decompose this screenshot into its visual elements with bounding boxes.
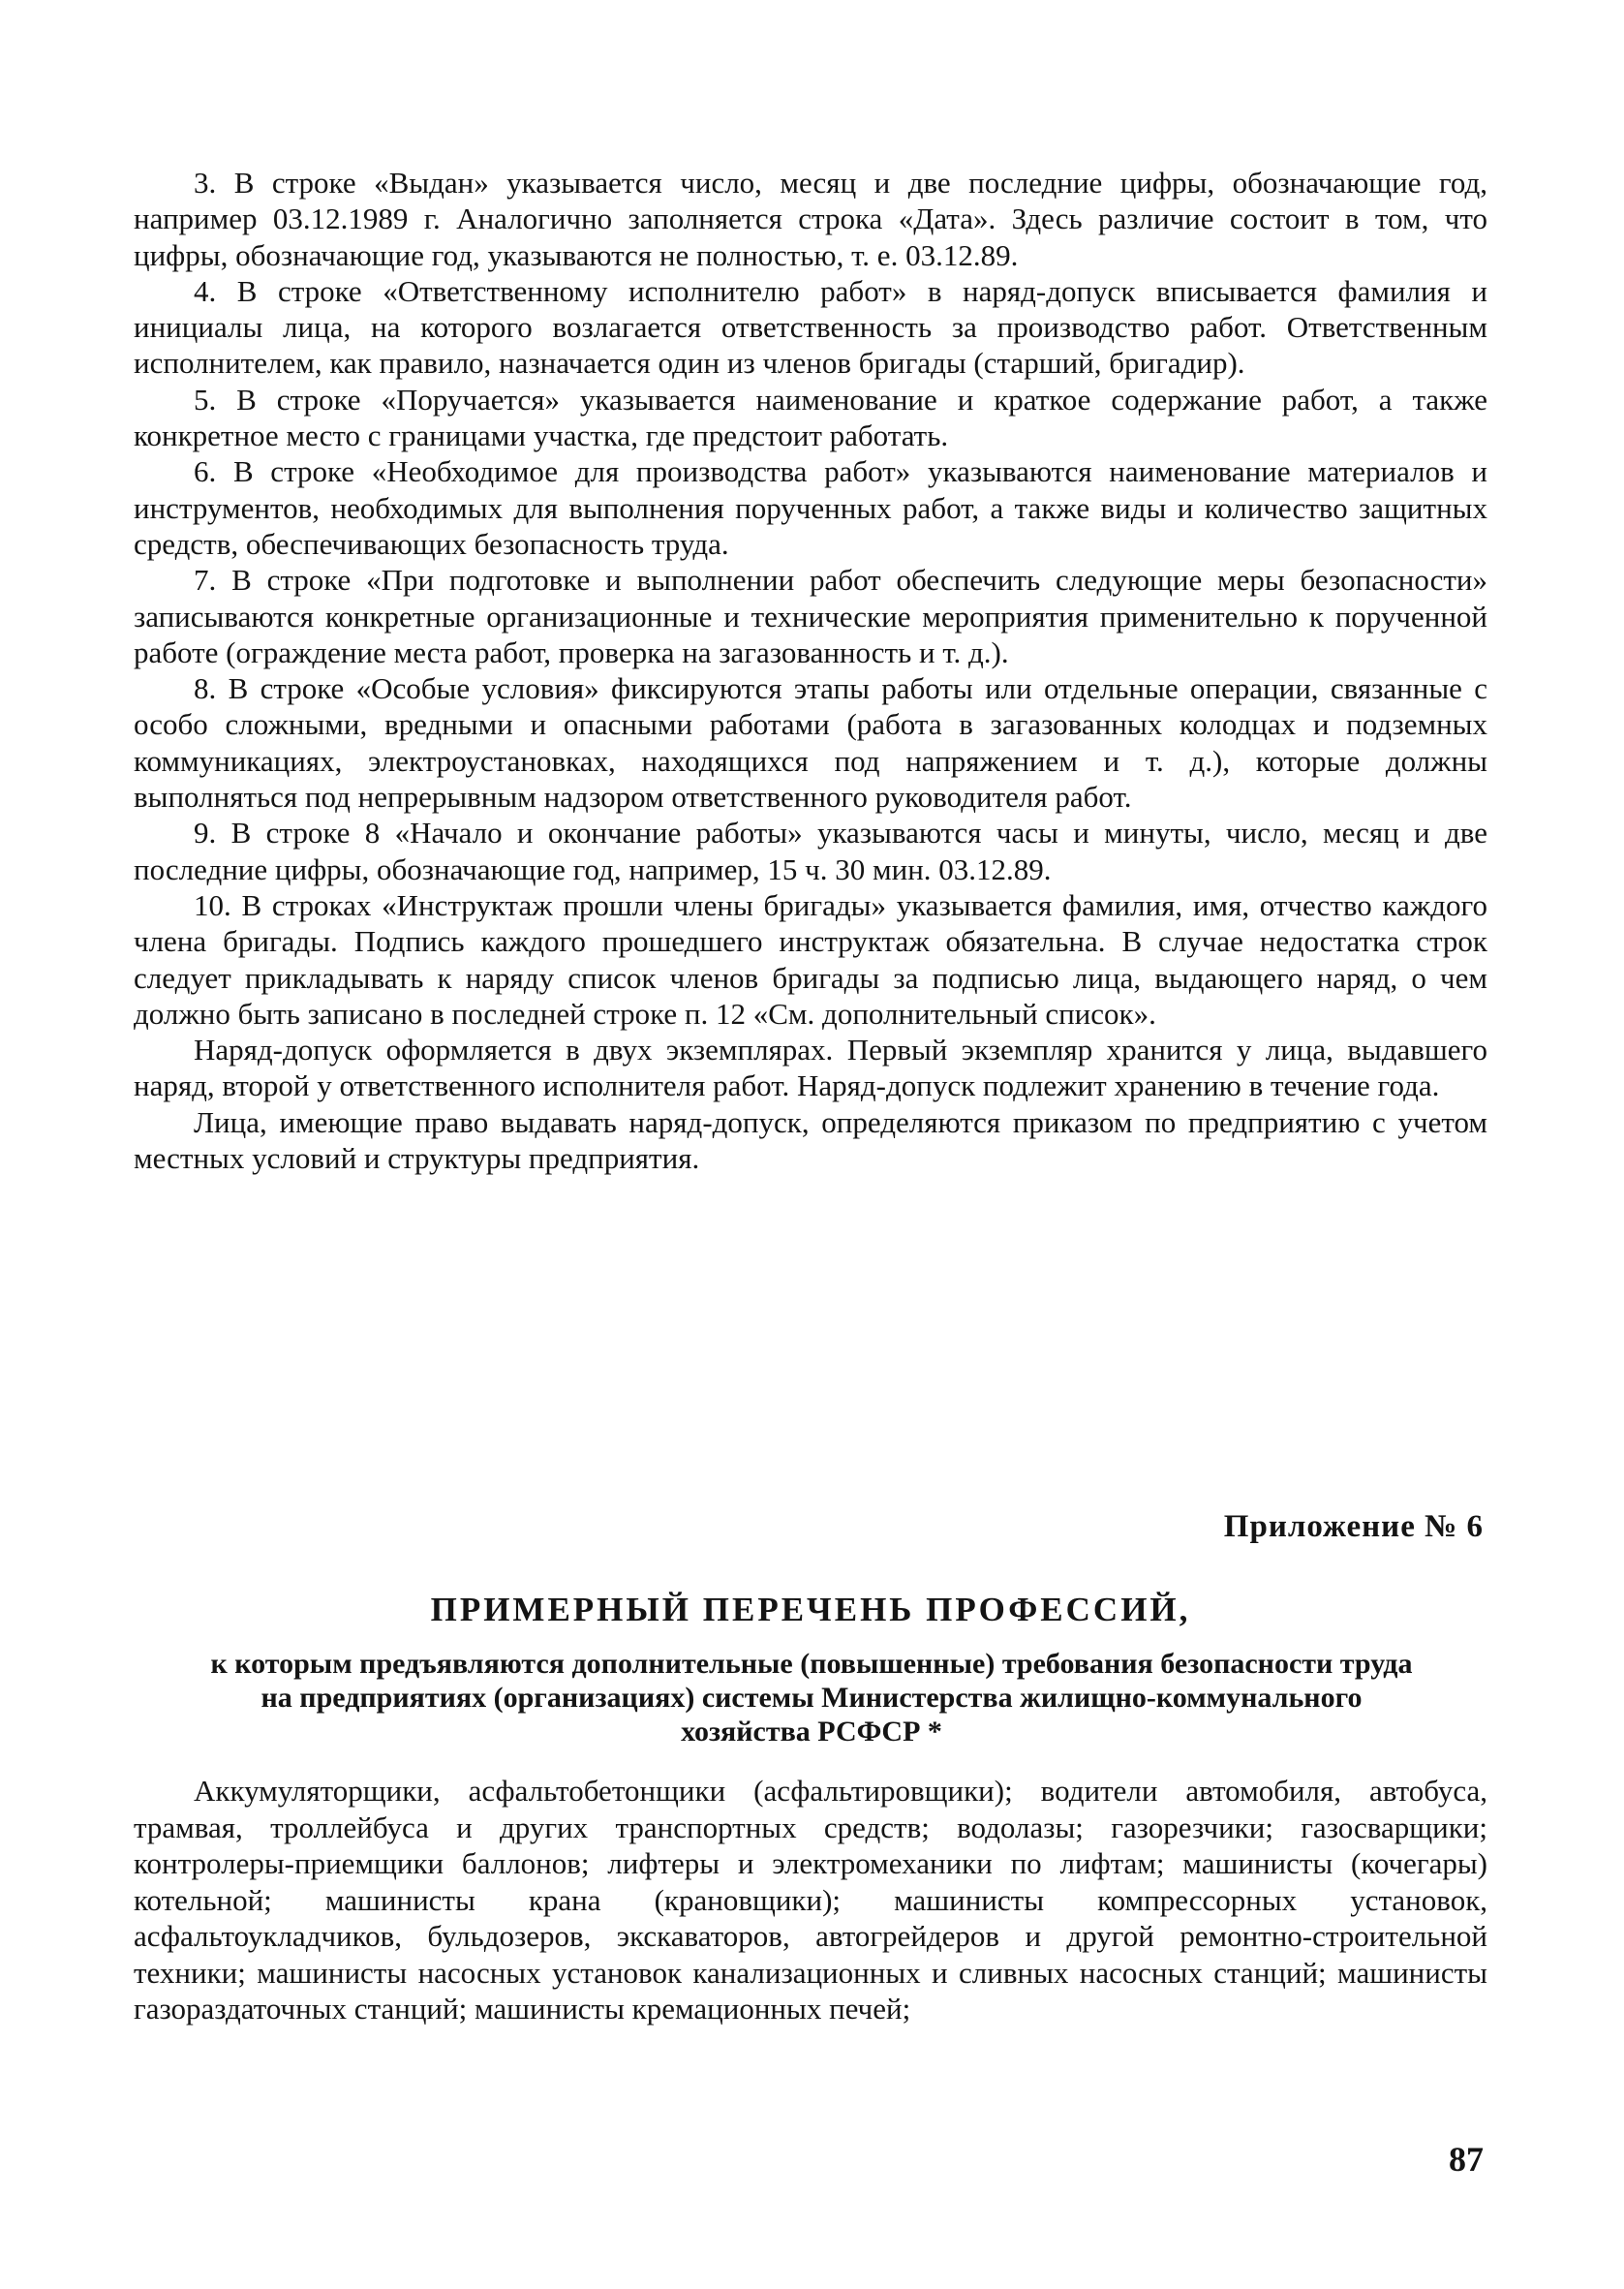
paragraph-10: 10. В строках «Инструктаж прошли члены бригады» указывается фамилия, имя, отчество каждого члена бригады. Подпись каждого прошедшего инструктаж обязательна. В случае недостатка строк следует прикладывать к наряду список членов бригады за подписью лица, выдающего наряд, о чем должно быть записано в последней строке п. 12 «См. дополнительный список». bbox=[134, 887, 1487, 1031]
section-subtitle: к которым предъявляются дополнительные (повышенные) требования безопасности труда на предприятиях (организациях) системы Министерства жилищно-коммунального хозяйства РСФСР * bbox=[210, 1648, 1413, 1748]
paragraph-8: 8. В строке «Особые условия» фиксируются этапы работы или отдельные операции, связанные с особо сложными, вредными и опасными работами (работа в загазованных колодцах и подземных коммуникациях, электроустановках, находящихся под напряжением и т. д.), которые должны выполняться под непрерывным надзором ответственного руководителя работ. bbox=[134, 671, 1487, 815]
paragraph-6: 6. В строке «Необходимое для производства работ» указываются наименование материалов и инструментов, необходимых для выполнения порученных работ, а также виды и количество защитных средств, обеспечивающих безопасность труда. bbox=[134, 454, 1487, 561]
appendix-label: Приложение № 6 bbox=[1223, 1509, 1484, 1544]
paragraph-authority: Лица, имеющие право выдавать наряд-допуск, определяются приказом по предприятию с учетом местных условий и структуры предприятия. bbox=[134, 1104, 1487, 1176]
section-title: ПРИМЕРНЫЙ ПЕРЕЧЕНЬ ПРОФЕССИЙ, bbox=[430, 1591, 1191, 1628]
instructions-text bbox=[134, 165, 1487, 1176]
paragraph-storage: Наряд-допуск оформляется в двух экземплярах. Первый экземпляр хранится у лица, выдавшего наряд, второй у ответственного исполнителя работ. Наряд-допуск подлежит хранению в течение года. bbox=[134, 1033, 1487, 1103]
paragraph-4: 4. В строке «Ответственному исполнителю работ» в наряд-допуск вписывается фамилия и инициалы лица, на которого возлагается ответственность за производство работ. Ответственным исполнителем, как правило, назначается один из членов бригады (старший, бригадир). bbox=[134, 273, 1487, 381]
page-number: 87 bbox=[1449, 2140, 1484, 2179]
paragraph-7: 7. В строке «При подготовке и выполнении работ обеспечить следующие меры безопасности» записываются конкретные организационные и технические мероприятия применительно к порученной работе (ограждение места работ, проверка на загазованность и т. д.). bbox=[134, 563, 1487, 669]
paragraph-3: 3. В строке «Выдан» указывается число, месяц и две последние цифры, обозначающие год, например 03.12.1989 г. Аналогично заполняется строка «Дата». Здесь различие состоит в том, что цифры, обозначающие год, указываются не полностью, т. е. 03.12.89. bbox=[134, 166, 1487, 272]
professions-list: Аккумуляторщики, асфальтобетонщики (асфальтировщики); водители автомобиля, автобуса, трамвая, троллейбуса и других транспортных средств; водолазы; газорезчики; газосварщики; контролеры-приемщики баллонов; лифтеры и электромеханики по лифтам; машинисты (кочегары) котельной; машинисты крана (крановщики); машинисты компрессорных установок, асфальтоукладчиков, бульдозеров, экскаваторов, автогрейдеров и другой ремонтно-строительной техники; машинисты насосных установок канализационных и сливных насосных станций; машинисты газораздаточных станций; машинисты кремационных печей; bbox=[134, 1774, 1487, 2026]
paragraph-9: 9. В строке 8 «Начало и окончание работы» указываются часы и минуты, число, месяц и две последние цифры, обозначающие год, например, 15 ч. 30 мин. 03.12.89. bbox=[134, 816, 1487, 886]
paragraph-5: 5. В строке «Поручается» указывается наименование и краткое содержание работ, а также конкретное место с границами участка, где предстоит работать. bbox=[134, 382, 1487, 453]
